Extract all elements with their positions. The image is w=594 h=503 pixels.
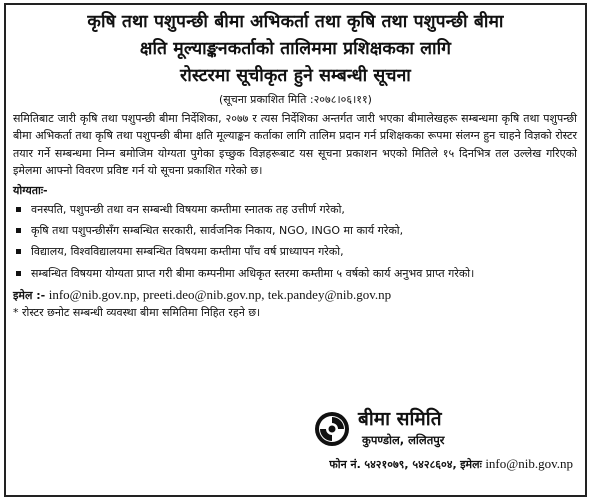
title-line-2: क्षति मूल्याङ्कनकर्ताको तालिममा प्रशिक्षकका लागि — [139, 39, 452, 59]
footer-email[interactable]: info@nib.gov.np — [485, 456, 573, 471]
phone-label: फोन नं. — [329, 458, 361, 471]
phone-numbers: ५४२१०७९, ५४२८६०४, — [364, 458, 457, 471]
bullet-icon — [16, 249, 21, 254]
email-addresses[interactable]: info@nib.gov.np, preeti.deo@nib.gov.np, tek.pandey@nib.gov.np — [48, 287, 392, 303]
notice-body — [6, 110, 585, 321]
qualification-text: सम्बन्धित विषयमा योग्यता प्राप्त गरी बीमा कम्पनीमा अधिकृत स्तरमा कम्तीमा ५ वर्षको कार्य अनुभव प्राप्त गरेको। — [31, 266, 475, 280]
bullet-icon — [16, 207, 21, 212]
intro-paragraph: समितिबाट जारी कृषि तथा पशुपन्छी बीमा निर्देशिका, २०७७ र त्यस निर्देशिका अन्तर्गत जारी भएका बीमालेखहरू सम्बन्धमा कृषि तथा पशुपन्छी बीमा अभिकर्ता तथा कृषि तथा पशुपन्छी बीमा क्षति मूल्याङ्कन कर्ताका लागि तालिम प्रदान गर्न प्रशिक्षकका रूपमा संलग्न हुन चाहने विज्ञको रोस्टर तयार गर्ने सम्बन्धमा निम्न बमोजिम योग्यता पुगेका इच्छुक विज्ञहरूबाट यस सूचना प्रकाशन भएको मितिले १५ दिनभित्र तल उल्लेख गरिएको इमेलमा आफ्नो विवरण प्रविष्ट गर्न यो सूचना प्रकाशित गरेको छ। — [13, 112, 577, 178]
bullet-icon — [16, 271, 21, 276]
contact-line — [329, 456, 573, 473]
publish-date: (सूचना प्रकाशित मिति :२०७८।०६।११) — [219, 93, 372, 106]
qualification-text: कृषि तथा पशुपन्छीसँग सम्बन्धित सरकारी, सार्वजनिक निकाय, NGO, INGO मा कार्य गरेको, — [31, 224, 404, 238]
title-line-1: कृषि तथा पशुपन्छी बीमा अभिकर्ता तथा कृषि तथा पशुपन्छी बीमा — [87, 12, 504, 32]
notice-title — [6, 5, 585, 90]
footer — [6, 401, 585, 495]
organization-address: कुपण्डोल, ललितपुर — [362, 433, 445, 447]
insurance-board-emblem-icon — [314, 411, 350, 447]
email-line — [13, 286, 577, 304]
email-label: इमेल :- — [13, 289, 46, 303]
notice-document — [4, 3, 587, 497]
footer-email-label: इमेलः — [460, 458, 482, 471]
qualification-text: वनस्पति, पशुपन्छी तथा वन सम्बन्धी विषयमा कम्तीमा स्नातक तह उत्तीर्ण गरेको, — [31, 202, 345, 216]
list-item — [13, 265, 577, 282]
organization-block — [358, 407, 445, 449]
qualification-text: विद्यालय, विश्वविद्यालयमा सम्बन्धित विषयमा कम्तीमा पाँच वर्ष प्राध्यापन गरेको, — [31, 245, 344, 259]
list-item — [13, 201, 577, 218]
qualifications-heading: योग्यताः- — [13, 183, 48, 197]
list-item — [13, 222, 577, 239]
organization-name: बीमा समिति — [358, 408, 442, 430]
qualifications-list — [13, 201, 577, 283]
list-item — [13, 243, 577, 260]
title-line-3: रोस्टरमा सूचीकृत हुने सम्बन्धी सूचना — [180, 66, 411, 86]
bullet-icon — [16, 228, 21, 233]
roster-note: * रोस्टर छनोट सम्बन्धी व्यवस्था बीमा समितिमा निहित रहने छ। — [13, 306, 261, 320]
